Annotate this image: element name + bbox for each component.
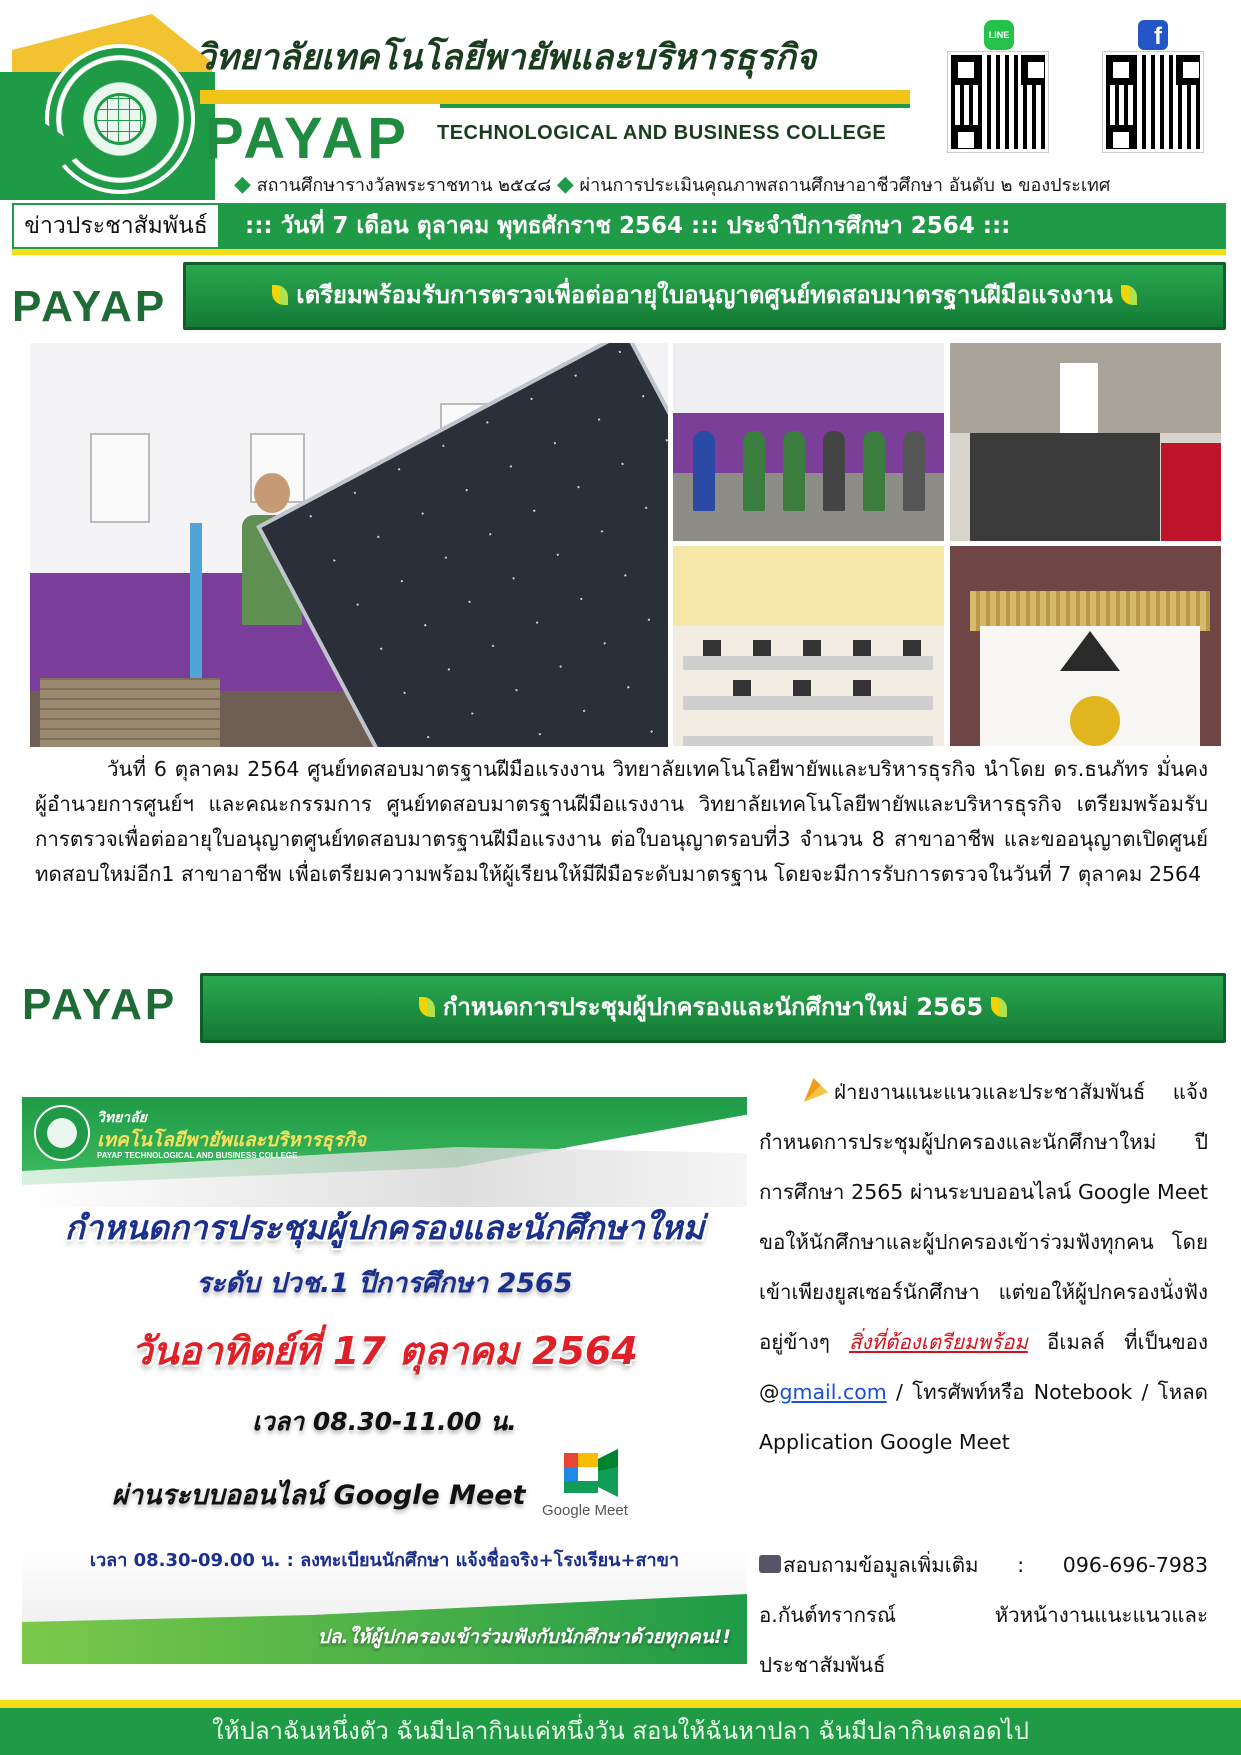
news2-headline: กำหนดการประชุมผู้ปกครองและนักศึกษาใหม่ 2565 — [442, 993, 984, 1021]
poster-level: ระดับ ปวช.1 ปีการศึกษา 2565 — [196, 1268, 573, 1299]
leaf-icon — [991, 997, 1007, 1017]
date-bar-underline — [12, 249, 1226, 255]
photo-table-setting — [950, 546, 1221, 746]
payap-logo-small: PAYAP — [22, 980, 178, 1029]
news1-headline-bar — [183, 262, 1226, 330]
leaf-icon — [272, 285, 288, 305]
payap-wordmark: PAYAP — [205, 106, 410, 171]
photo-workshop-group — [673, 343, 944, 541]
date-text: ::: วันที่ 7 เดือน ตุลาคม พุทธศักราช 2564 ::: ประจำปีการศึกษา 2564 ::: — [245, 213, 1011, 239]
page-header — [0, 0, 1241, 200]
poster-footer-note: ปล.ให้ผู้ปกครองเข้าร่วมฟังกับนักศึกษาด้วยทุกคน!! — [317, 1626, 731, 1648]
globe-icon — [94, 93, 146, 145]
section-label: ข่าวประชาสัมพันธ์ — [12, 203, 220, 249]
poster-date: วันอาทิตย์ที่ 17 ตุลาคม 2564 — [131, 1329, 638, 1373]
photo-computer-lab — [673, 546, 944, 746]
leaf-icon — [419, 997, 435, 1017]
gmail-link[interactable]: gmail.com — [779, 1380, 887, 1404]
accolade-ranking: ผ่านการประเมินคุณภาพสถานศึกษาอาชีวศึกษา อันดับ ๒ ของประเทศ — [579, 175, 1111, 196]
footer-motto: ให้ปลาฉันหนึ่งตัว ฉันมีปลากินแค่หนึ่งวัน สอนให้ฉันหาปลา ฉันมีปลากินตลอดไป — [0, 1708, 1241, 1755]
leaf-icon — [1121, 285, 1137, 305]
footer-yellow-rule — [0, 1700, 1241, 1708]
photo-solar-training — [30, 343, 668, 747]
poster-college-small: วิทยาลัย — [97, 1110, 147, 1126]
prepare-link[interactable]: สิ่งที่ต้องเตรียมพร้อม — [849, 1330, 1028, 1354]
news2-body: ฝ่ายงานแนะแนวและประชาสัมพันธ์ แจ้งกำหนดการประชุมผู้ปกครองและนักศึกษาใหม่ ปีการศึกษา 2565 ผ่านระบบออนไลน์ Google Meet ขอให้นักศึกษาและผู้ปกครองเข้าร่วมฟังทุกคน โดยเข้าเพียงยูสเซอร์นักศึกษา แต่ขอให้ผู้ปกครองนั่งฟังอยู่ข้างๆ สิ่งที่ต้องเตรียมพร้อม อีเมลล์ ที่เป็นของ @gmail.com / โทรศัพท์หรือ Notebook / โหลด Application Google Meet — [759, 1080, 1209, 1454]
diamond-icon: ◆ — [556, 172, 574, 197]
payap-logo-small: PAYAP — [12, 282, 168, 331]
line-qr-code[interactable] — [948, 52, 1048, 152]
header-green-rule — [440, 104, 910, 108]
accolades-line — [234, 170, 1110, 199]
poster-registration: เวลา 08.30-09.00 น. : ลงทะเบียนนักศึกษา แจ้งชื่อจริง+โรงเรียน+สาขา — [89, 1550, 680, 1571]
meeting-poster — [22, 1097, 747, 1664]
poster-online: ผ่านระบบออนไลน์ Google Meet — [112, 1480, 526, 1511]
google-meet-icon — [562, 1449, 622, 1497]
contact-info: สอบถามข้อมูลเพิ่มเติม : 096-696-7983 อ.กันต์ทรากรณ์ หัวหน้างานแนะแนวและประชาสัมพันธ์ — [759, 1553, 1208, 1677]
poster-time: เวลา 08.30-11.00 น. — [252, 1407, 517, 1436]
poster-college-logo — [34, 1105, 90, 1161]
news1-headline: เตรียมพร้อมรับการตรวจเพื่อต่ออายุใบอนุญาตศูนย์ทดสอบมาตรฐานฝีมือแรงงาน — [296, 281, 1113, 309]
news2-headline-bar — [200, 973, 1226, 1043]
poster-college-en: PAYAP TECHNOLOGICAL AND BUSINESS COLLEGE — [97, 1151, 298, 1160]
header-yellow-rule — [200, 90, 910, 104]
news1-body: วันที่ 6 ตุลาคม 2564 ศูนย์ทดสอบมาตรฐานฝีมือแรงงาน วิทยาลัยเทคโนโลยีพายัพและบริหารธุรกิจ นำโดย ดร.ธนภัทร มั่นคง ผู้อำนวยการศูนย์ฯ และคณะกรรมการ ศูนย์ทดสอบมาตรฐานฝีมือแรงงาน วิทยาลัยเทคโนโลยีพายัพและบริหารธุรกิจ เตรียมพร้อมรับการตรวจเพื่อต่ออายุใบอนุญาตศูนย์ทดสอบมาตรฐานฝีมือแรงงาน ต่อใบอนุญาตรอบที่3 จำนวน 8 สาขาอาชีพ และขออนุญาตเปิดศูนย์ทดสอบใหม่อีก1 สาขาอาชีพ เพื่อเตรียมความพร้อมให้ผู้เรียนให้มีฝีมือระดับมาตรฐาน โดยจะมีการรับการตรวจในวันที่ 7 ตุลาคม 2564 — [35, 757, 1208, 886]
college-name-th: วิทยาลัยเทคโนโลยีพายัพและบริหารธุรกิจ — [196, 38, 817, 78]
party-popper-icon — [804, 1078, 828, 1102]
poster-title: กำหนดการประชุมผู้ปกครองและนักศึกษาใหม่ — [64, 1208, 705, 1247]
facebook-icon[interactable]: f — [1138, 20, 1168, 50]
facebook-qr-code[interactable] — [1103, 52, 1203, 152]
google-meet-label: Google Meet — [542, 1502, 628, 1519]
college-name-en: TECHNOLOGICAL AND BUSINESS COLLEGE — [437, 122, 887, 144]
diamond-icon: ◆ — [234, 172, 251, 197]
fax-icon — [759, 1555, 781, 1573]
accolade-award: สถานศึกษารางวัลพระราชทาน ๒๕๔๘ — [256, 175, 552, 196]
line-icon[interactable]: LINE — [984, 20, 1014, 50]
poster-college-name: เทคโนโลยีพายัพและบริหารธุรกิจ — [97, 1129, 366, 1151]
photo-car-engine — [950, 343, 1221, 541]
